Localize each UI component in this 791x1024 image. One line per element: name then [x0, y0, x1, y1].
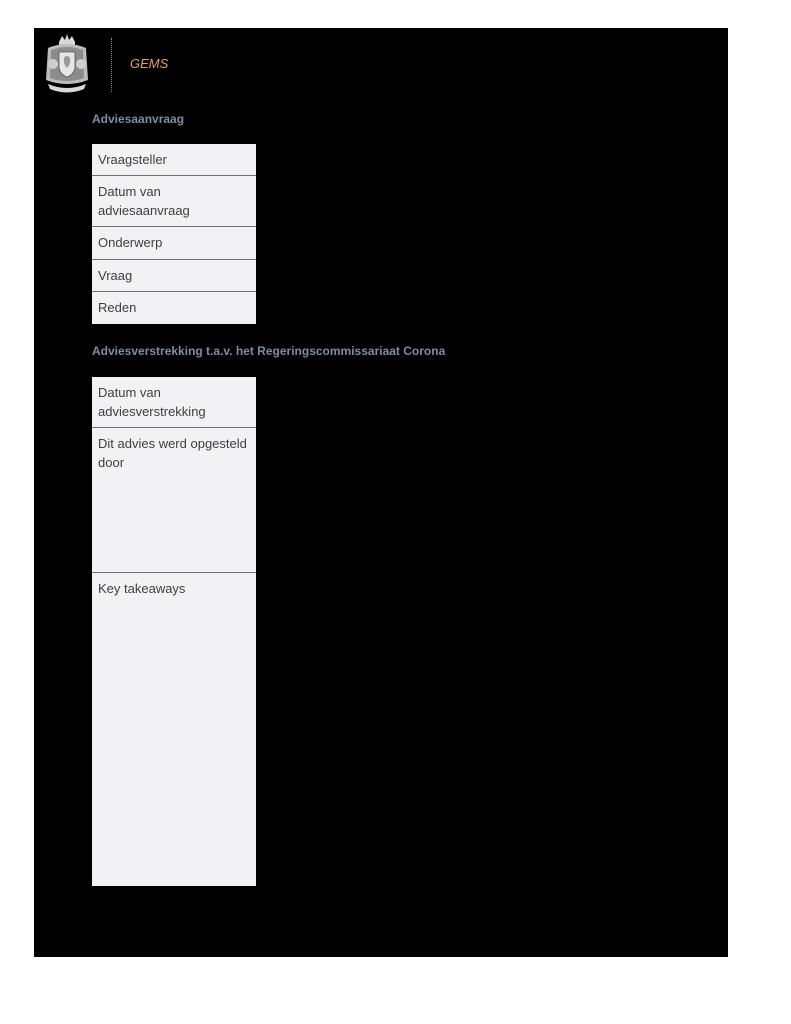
table-row	[92, 377, 256, 428]
table-row	[92, 573, 256, 886]
row-label-datum-adviesaanvraag: Datum van adviesaanvraag	[98, 184, 190, 218]
section-title-advice-request: Adviesaanvraag	[92, 112, 185, 126]
row-label-onderwerp: Onderwerp	[98, 235, 163, 250]
section-title-advice-delivery: Adviesverstrekking t.a.v. het Regeringscommissariaat Corona	[92, 344, 446, 358]
table-row	[92, 144, 256, 176]
document-page	[34, 28, 728, 957]
brand-name: GEMS	[130, 56, 169, 71]
advice-delivery-table	[92, 377, 256, 886]
row-label-key-takeaways: Key takeaways	[98, 581, 186, 596]
row-label-vraagsteller: Vraagsteller	[98, 152, 167, 167]
header-divider	[111, 38, 112, 92]
row-label-reden: Reden	[98, 300, 137, 315]
table-row	[92, 428, 256, 573]
table-row	[92, 176, 256, 227]
row-label-opgesteld-door: Dit advies werd opgesteld door	[98, 436, 247, 470]
advice-request-table	[92, 144, 256, 324]
table-row	[92, 292, 256, 324]
belgian-coat-of-arms-icon	[42, 34, 92, 94]
table-row	[92, 227, 256, 260]
row-label-datum-adviesverstrekking: Datum van adviesverstrekking	[98, 385, 206, 419]
table-row	[92, 260, 256, 292]
row-label-vraag: Vraag	[98, 268, 133, 283]
